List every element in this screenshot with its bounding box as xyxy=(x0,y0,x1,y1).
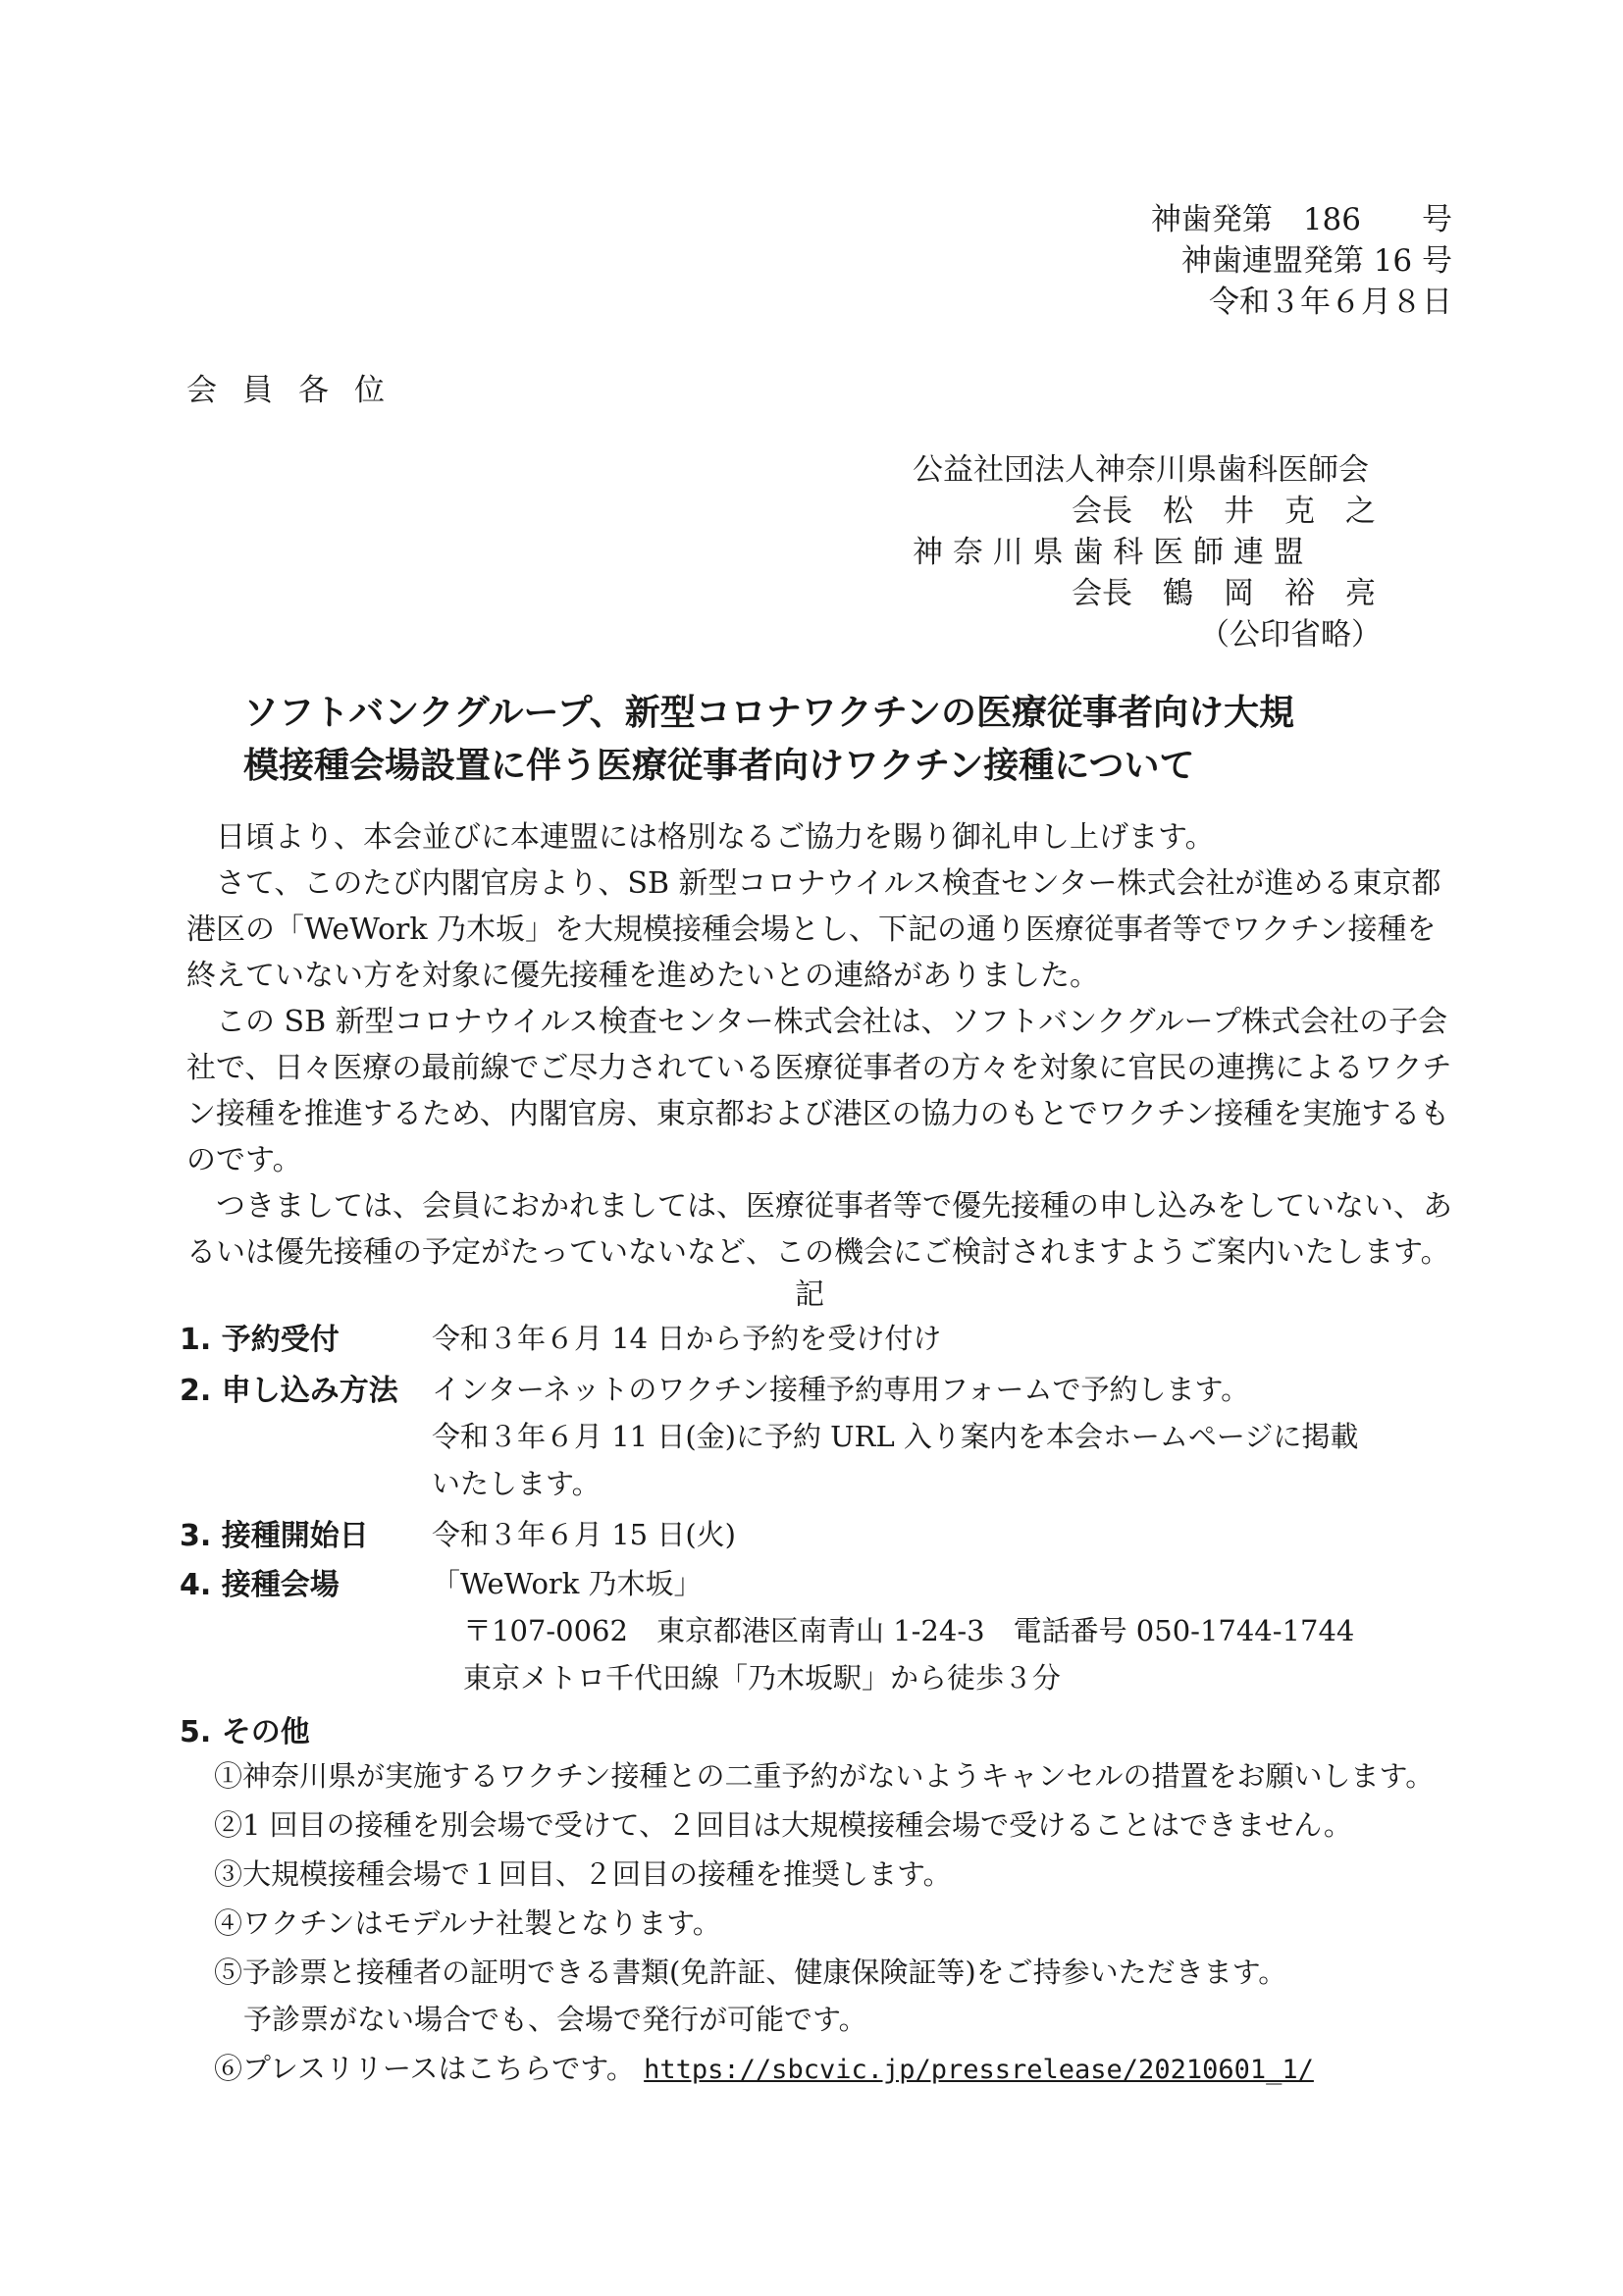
item-label-application: 2. 申し込み方法 xyxy=(180,1374,398,1408)
sender-rep-2: 会長 鶴 岡 裕 亮 xyxy=(1072,576,1376,611)
item-text-start-date: 令和３年６月 15 日(火) xyxy=(432,1518,736,1551)
document-number-1: 神歯発第 186 号 xyxy=(1150,202,1452,237)
item-text-application-url-notice: 令和３年６月 11 日(金)に予約 URL 入り案内を本会ホームページに掲載 xyxy=(432,1420,1359,1453)
others-item-2: ②1 回目の接種を別会場で受けて、２回目は大規模接種会場で受けることはできません。 xyxy=(214,1808,1352,1842)
item-text-application: インターネットのワクチン接種予約専用フォームで予約します。 xyxy=(432,1373,1250,1406)
document-number-2: 神歯連盟発第 16 号 xyxy=(1180,243,1452,279)
body-paragraph-1: 日頃より、本会並びに本連盟には格別なるご協力を賜り御礼申し上げます。 xyxy=(216,820,1215,855)
others-item-1: ①神奈川県が実施するワクチン接種との二重予約がないようキャンセルの措置をお願いします。 xyxy=(214,1759,1435,1793)
document-title-line-1: ソフトバンクグループ、新型コロナワクチンの医療従事者向け大規 xyxy=(243,693,1295,733)
others-item-5-note: 予診票がない場合でも、会場で発行が可能です。 xyxy=(243,2003,867,2036)
others-item-5: ⑤予診票と接種者の証明できる書類(免許証、健康保険証等)をご持参いただきます。 xyxy=(214,1956,1287,1989)
body-paragraph-3: この SB 新型コロナウイルス検査センター株式会社は、ソフトバンクグループ株式会社の子会社で、日々医療の最前線でご尽力されている医療従事者の方々を対象に官民の連携によるワクチン接種を推進するため、内閣官房、東京都および港区の協力のもとでワクチン接種を実施するものです。 xyxy=(186,1005,1452,1177)
press-release-link[interactable]: https://sbcvic.jp/pressrelease/20210601_1/ xyxy=(644,2055,1314,2085)
body-paragraph-2: さて、このたび内閣官房より、SB 新型コロナウイルス検査センター株式会社が進める東京都港区の「WeWork 乃木坂」を大規模接種会場とし、下記の通り医療従事者等でワクチン接種を終えていない方を対象に優先接種を進めたいとの連絡がありました。 xyxy=(186,866,1441,993)
seal-omitted-note: （公印省略） xyxy=(1199,617,1382,652)
body-paragraph-4: つきましては、会員におかれましては、医療従事者等で優先接種の申し込みをしていない、あるいは優先接種の予定がたっていないなど、この機会にご検討されますようご案内いたします。 xyxy=(186,1189,1452,1270)
others-item-4: ④ワクチンはモデルナ社製となります。 xyxy=(214,1906,721,1940)
item-label-reservation: 1. 予約受付 xyxy=(180,1323,340,1357)
item-text-reservation: 令和３年６月 14 日から予約を受け付け xyxy=(432,1322,942,1355)
venue-access: 東京メトロ千代田線「乃木坂駅」から徒歩３分 xyxy=(463,1661,1062,1695)
ki-heading: 記 xyxy=(795,1278,824,1312)
document-date: 令和３年６月８日 xyxy=(1209,285,1452,320)
body-text xyxy=(186,814,1452,1276)
sender-rep-1: 会長 松 井 克 之 xyxy=(1072,494,1376,529)
press-release-label: ⑥プレスリリースはこちらです。 xyxy=(214,2052,635,2085)
sender-org-1: 公益社団法人神奈川県歯科医師会 xyxy=(913,452,1369,488)
document-title-line-2: 模接種会場設置に伴う医療従事者向けワクチン接種について xyxy=(243,746,1195,786)
venue-address: 〒107-0062 東京都港区南青山 1-24-3 電話番号 050-1744-1744 xyxy=(463,1614,1355,1647)
sender-org-2: 神 奈 川 県 歯 科 医 師 連 盟 xyxy=(913,535,1304,570)
press-release-line xyxy=(214,2047,1314,2087)
item-text-venue: 「WeWork 乃木坂」 xyxy=(432,1567,703,1600)
item-label-venue: 4. 接種会場 xyxy=(180,1568,340,1602)
addressee: 会員各位 xyxy=(186,373,410,408)
item-label-start-date: 3. 接種開始日 xyxy=(180,1519,369,1553)
item-text-application-url-notice-2: いたします。 xyxy=(432,1467,601,1500)
item-label-others: 5. その他 xyxy=(180,1715,310,1749)
others-item-3: ③大規模接種会場で１回目、２回目の接種を推奨します。 xyxy=(214,1857,952,1891)
